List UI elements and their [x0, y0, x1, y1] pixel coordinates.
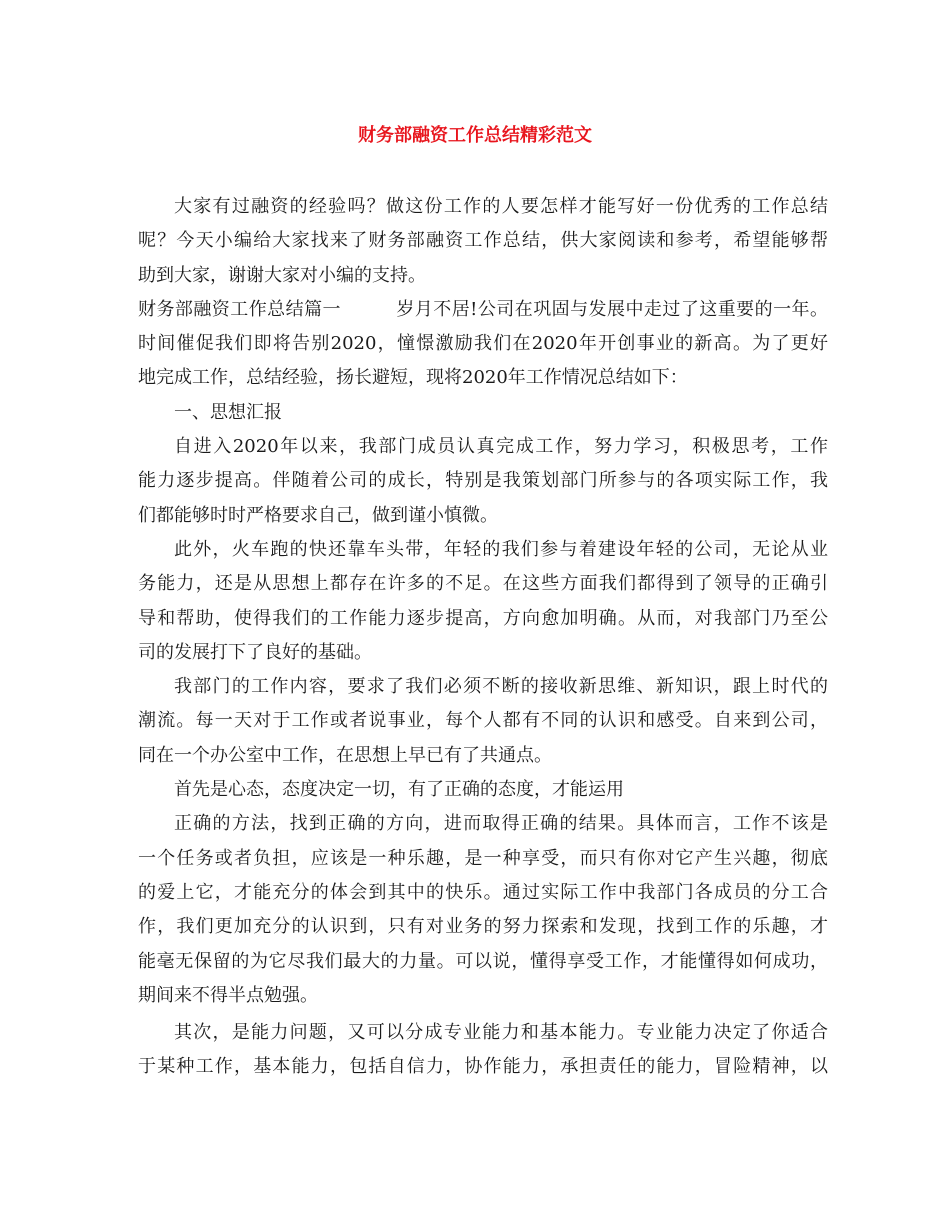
paragraph-line: 于某种工作，基本能力，包括自信力，协作能力，承担责任的能力，冒险精神，以 [138, 1056, 828, 1078]
paragraph-line: 我部门的工作内容，要求了我们必须不断的接收新思维、新知识，跟上时代的 [174, 676, 828, 698]
paragraph-line: 的爱上它，才能充分的体会到其中的快乐。通过实际工作中我部门各成员的分工合 [138, 881, 828, 903]
paragraph-line: 能毫无保留的为它尽我们最大的力量。可以说，懂得享受工作，才能懂得如何成功， [138, 950, 828, 972]
paragraph-line: 们都能够时时严格要求自己，做到谨小慎微。 [138, 504, 498, 526]
document-title: 财务部融资工作总结精彩范文 [358, 125, 592, 146]
paragraph-line: 此外，火车跑的快还靠车头带，年轻的我们参与着建设年轻的公司，无论从业 [174, 538, 828, 560]
paragraph-line: 能力逐步提高。伴随着公司的成长，特别是我策划部门所参与的各项实际工作，我 [138, 470, 828, 492]
paragraph-line: 期间来不得半点勉强。 [138, 984, 318, 1006]
paragraph-line: 地完成工作，总结经验，扬长避短，现将2020年工作情况总结如下： [138, 367, 688, 389]
paragraph-line: 一、思想汇报 [174, 401, 282, 423]
paragraph-line: 自进入2020年以来，我部门成员认真完成工作，努力学习，积极思考，工作 [174, 436, 828, 458]
paragraph-line: 时间催促我们即将告别2020，憧憬激励我们在2020年开创事业的新高。为了更好 [138, 333, 828, 355]
paragraph-line: 呢？今天小编给大家找来了财务部融资工作总结，供大家阅读和参考，希望能够帮 [138, 230, 828, 252]
paragraph-line: 同在一个办公室中工作，在思想上早已有了共通点。 [138, 744, 552, 766]
paragraph-line: 其次，是能力问题，又可以分成专业能力和基本能力。专业能力决定了你适合 [174, 1022, 828, 1044]
paragraph-line: 潮流。每一天对于工作或者说事业，每个人都有不同的认识和感受。自来到公司， [138, 710, 828, 732]
paragraph-line: 财务部融资工作总结篇一 岁月不居!公司在巩固与发展中走过了这重要的一年。 [138, 298, 828, 320]
paragraph-line: 大家有过融资的经验吗？做这份工作的人要怎样才能写好一份优秀的工作总结 [174, 196, 828, 217]
paragraph-line: 务能力，还是从思想上都存在许多的不足。在这些方面我们都得到了领导的正确引 [138, 573, 828, 595]
paragraph-line: 首先是心态，态度决定一切，有了正确的态度，才能运用 [174, 779, 624, 801]
paragraph-line: 助到大家，谢谢大家对小编的支持。 [138, 264, 426, 286]
document-body [138, 190, 828, 1085]
paragraph-line: 导和帮助，使得我们的工作能力逐步提高，方向愈加明确。从而，对我部门乃至公 [138, 607, 828, 629]
paragraph-line: 一个任务或者负担，应该是一种乐趣，是一种享受，而只有你对它产生兴趣，彻底 [138, 847, 828, 869]
paragraph-line: 作，我们更加充分的认识到，只有对业务的努力探索和发现，找到工作的乐趣，才 [138, 916, 828, 938]
paragraph-line: 正确的方法，找到正确的方向，进而取得正确的结果。具体而言，工作不该是 [174, 813, 828, 835]
paragraph-line: 司的发展打下了良好的基础。 [138, 641, 372, 663]
